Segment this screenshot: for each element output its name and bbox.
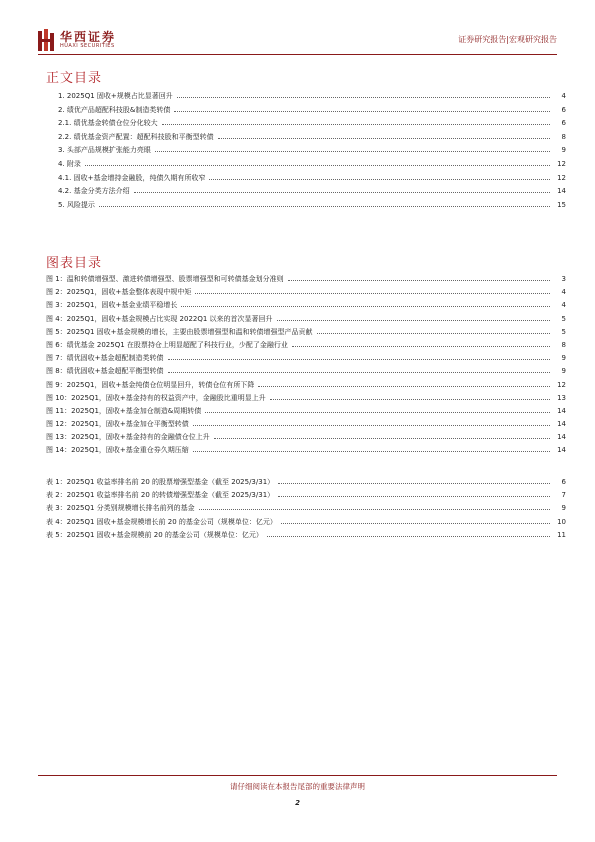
toc-entry[interactable] xyxy=(46,104,566,118)
toc-entry-label: 4.1. 固收+基金增持金融股，纯债久期有所收窄 xyxy=(58,173,206,182)
figure-entry[interactable] xyxy=(46,405,566,418)
dot-leader xyxy=(99,199,550,207)
dot-leader xyxy=(205,405,550,413)
toc-entry[interactable] xyxy=(46,158,566,172)
toc-entry-page: 12 xyxy=(557,159,566,168)
dot-leader xyxy=(162,117,550,125)
toc-entry-page: 6 xyxy=(561,119,566,128)
toc-entry-page: 9 xyxy=(561,146,566,155)
toc-entry-page: 14 xyxy=(557,187,566,196)
dot-leader xyxy=(214,431,550,439)
figure-entry-label: 图 10：2025Q1，固收+基金持有的权益资产中，金融股比重明显上升 xyxy=(46,393,266,402)
table-entry-page: 6 xyxy=(561,478,566,486)
dot-leader xyxy=(174,104,550,112)
footer-divider xyxy=(38,775,557,776)
dot-leader xyxy=(193,444,550,452)
company-logo xyxy=(38,28,158,54)
toc-entry-page: 6 xyxy=(561,105,566,114)
dot-leader xyxy=(199,502,550,510)
toc-entry-page: 4 xyxy=(561,92,566,100)
table-entry[interactable] xyxy=(46,489,566,502)
table-entry[interactable] xyxy=(46,502,566,515)
table-entry-label: 表 4：2025Q1 固收+基金规模增长前 20 的基金公司（规模单位：亿元） xyxy=(46,517,277,526)
figure-entry-label: 图 12：2025Q1，固收+基金加仓平衡型转债 xyxy=(46,420,189,429)
toc-entry-label: 4.2. 基金分类方法介绍 xyxy=(58,187,130,196)
figure-entry[interactable] xyxy=(46,392,566,405)
toc-entry[interactable] xyxy=(46,144,566,158)
toc-entry-page: 12 xyxy=(557,173,566,182)
table-entry-label: 表 1：2025Q1 收益率排名前 20 的股票增强型基金（截至 2025/3/31） xyxy=(46,478,275,486)
figure-entry-label: 图 5：2025Q1 固收+基金规模的增长，主要由股票增强型和温和转债增强型产品贡献 xyxy=(46,327,313,336)
figure-entry-page: 14 xyxy=(557,406,566,415)
dot-leader xyxy=(195,286,550,294)
figure-entry[interactable] xyxy=(46,444,566,457)
table-entry[interactable] xyxy=(46,529,566,542)
tables-list xyxy=(46,476,566,542)
toc-entry-label: 5. 风险提示 xyxy=(58,200,95,209)
figure-entry-page: 14 xyxy=(557,446,566,455)
dot-leader xyxy=(209,172,550,180)
figure-entry-page: 4 xyxy=(561,288,566,297)
dot-leader xyxy=(155,144,550,152)
figure-entry[interactable] xyxy=(46,379,566,392)
figure-entry-label: 图 3：2025Q1，固收+基金业绩平稳增长 xyxy=(46,301,178,310)
figure-entry-label: 图 14：2025Q1，固收+基金重仓券久期压缩 xyxy=(46,446,189,455)
page-header xyxy=(38,28,557,54)
dot-leader xyxy=(218,131,550,139)
figure-entry-page: 5 xyxy=(561,327,566,336)
figure-entry[interactable] xyxy=(46,326,566,339)
table-entry-label: 表 2：2025Q1 收益率排名前 20 的转债增强型基金（截至 2025/3/31） xyxy=(46,491,275,500)
toc-entry[interactable] xyxy=(46,90,566,104)
figure-entry-label: 图 7：绩优固收+基金超配制造类转债 xyxy=(46,354,164,363)
figures-title: 图表目录 xyxy=(46,256,103,271)
toc-entry-label: 2.2. 绩优基金资产配置：超配科技股和平衡型转债 xyxy=(58,132,214,141)
figure-entry-label: 图 2：2025Q1，固收+基金整体表现中规中矩 xyxy=(46,288,192,297)
dot-leader xyxy=(168,365,550,373)
dot-leader xyxy=(267,529,550,537)
dot-leader xyxy=(317,326,550,334)
dot-leader xyxy=(168,352,550,360)
dot-leader xyxy=(278,489,550,497)
figures-list xyxy=(46,273,566,458)
figure-entry[interactable] xyxy=(46,313,566,326)
dot-leader xyxy=(258,379,550,387)
figure-entry-label: 图 11：2025Q1，固收+基金加仓制造&周期转债 xyxy=(46,406,202,415)
toc-entry-label: 1. 2025Q1 固收+规模占比显著回升 xyxy=(58,92,173,100)
figure-entry-page: 14 xyxy=(557,433,566,442)
table-entry-label: 表 3：2025Q1 分类别规模增长排名前列的基金 xyxy=(46,504,195,513)
figure-entry[interactable] xyxy=(46,431,566,444)
figure-entry-label: 图 8：绩优固收+基金超配平衡型转债 xyxy=(46,367,164,376)
figure-entry[interactable] xyxy=(46,286,566,299)
table-entry-page: 7 xyxy=(561,491,566,500)
dot-leader xyxy=(292,339,550,347)
toc-entry[interactable] xyxy=(46,117,566,131)
figure-entry-label: 图 1：温和转债增强型、激进转债增强型、股票增强型和可转债基金划分准则 xyxy=(46,275,284,283)
toc-entry-label: 3. 头部产品规模扩张能力亮眼 xyxy=(58,146,151,155)
table-entry[interactable] xyxy=(46,476,566,489)
toc-entry-label: 2.1. 绩优基金转债仓位分化较大 xyxy=(58,119,158,128)
figure-entry-label: 图 6：绩优基金 2025Q1 在股票持仓上明显超配了科技行业，少配了金融行业 xyxy=(46,340,288,349)
dot-leader xyxy=(288,273,550,281)
dot-leader xyxy=(193,418,550,426)
toc-entry[interactable] xyxy=(46,199,566,213)
dot-leader xyxy=(177,90,550,98)
figure-entry[interactable] xyxy=(46,339,566,352)
toc-title: 正文目录 xyxy=(46,71,103,86)
dot-leader xyxy=(85,158,550,166)
dot-leader xyxy=(181,299,550,307)
toc-entry-label: 4. 附录 xyxy=(58,159,81,168)
figure-entry-page: 13 xyxy=(557,393,566,402)
report-type-label: 证券研究报告|宏观研究报告 xyxy=(458,35,557,44)
figure-entry-label: 图 13：2025Q1，固收+基金持有的金融债仓位上升 xyxy=(46,433,210,442)
figure-entry[interactable] xyxy=(46,365,566,378)
toc-entry[interactable] xyxy=(46,131,566,145)
legal-notice: 请仔细阅读在本报告尾部的重要法律声明 xyxy=(230,782,365,791)
table-entry-page: 10 xyxy=(557,517,566,526)
figure-entry-page: 14 xyxy=(557,420,566,429)
figure-entry-page: 4 xyxy=(561,301,566,310)
toc-entry-page: 15 xyxy=(557,200,566,209)
table-entry-page: 11 xyxy=(557,530,566,539)
figure-entry[interactable] xyxy=(46,352,566,365)
figure-entry-label: 图 9：2025Q1，固收+基金纯债仓位明显回升，转债仓位有所下降 xyxy=(46,380,255,389)
logo-english-name: HUAXI SECURITIES xyxy=(60,43,115,49)
figure-entry-page: 8 xyxy=(561,340,566,349)
figure-entry-label: 图 4：2025Q1，固收+基金规模占比实现 2022Q1 以来的首次显著回升 xyxy=(46,314,273,323)
table-entry-page: 9 xyxy=(561,504,566,513)
figure-entry-page: 9 xyxy=(561,367,566,376)
huaxi-logo-icon xyxy=(38,29,56,51)
figure-entry-page: 9 xyxy=(561,354,566,363)
dot-leader xyxy=(281,516,550,524)
figure-entry-page: 3 xyxy=(561,275,566,283)
dot-leader xyxy=(134,185,550,193)
dot-leader xyxy=(278,476,550,484)
figure-entry-page: 12 xyxy=(557,380,566,389)
toc-entry[interactable] xyxy=(46,172,566,186)
logo-chinese-name: 华西证券 xyxy=(60,30,117,44)
figure-entry-page: 5 xyxy=(561,314,566,323)
figure-entry[interactable] xyxy=(46,273,566,286)
table-entry-label: 表 5：2025Q1 固收+基金规模前 20 的基金公司（规模单位：亿元） xyxy=(46,530,263,539)
figure-entry[interactable] xyxy=(46,418,566,431)
toc-entry-label: 2. 绩优产品超配科技股&制造类转债 xyxy=(58,105,171,114)
figure-entry[interactable] xyxy=(46,299,566,312)
toc-entry-page: 8 xyxy=(561,132,566,141)
table-entry[interactable] xyxy=(46,516,566,529)
dot-leader xyxy=(270,392,550,400)
toc-list xyxy=(46,90,566,212)
page-number: 2 xyxy=(295,799,300,807)
dot-leader xyxy=(277,313,550,321)
toc-entry[interactable] xyxy=(46,185,566,199)
header-divider xyxy=(38,54,557,55)
